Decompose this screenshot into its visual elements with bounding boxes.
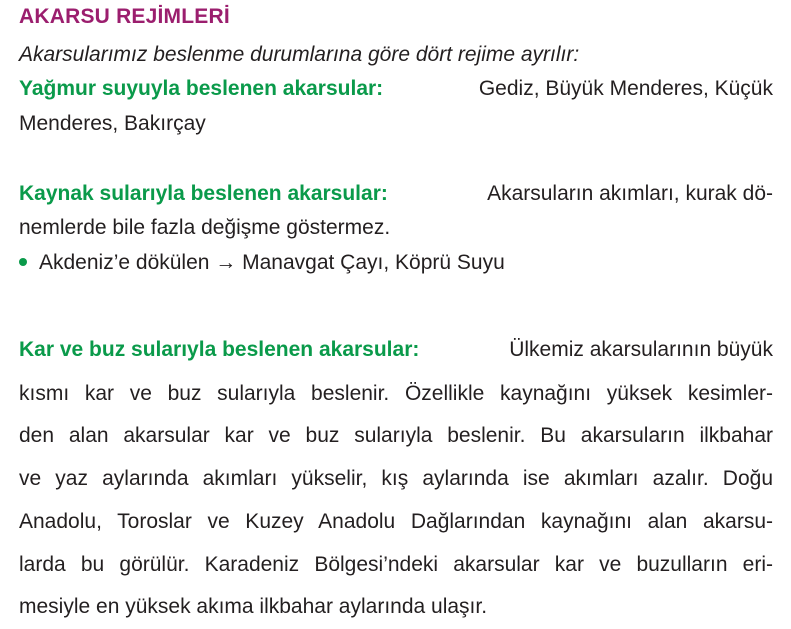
intro-text: Akarsularımız beslenme durumlarına göre dört rejime ayrılır: (19, 43, 580, 66)
snow-text-7: mesiyle en yüksek akıma ilkbahar aylarında ulaşır. (19, 595, 488, 618)
snow-text-2: kısmı kar ve buz sularıyla beslenir. Özellikle kaynağını yüksek kesimler- (19, 382, 773, 405)
spring-heading: Kaynak sularıyla beslenen akarsular: (19, 182, 388, 205)
section-title: AKARSU REJİMLERİ (19, 5, 230, 28)
rain-text-2: Menderes, Bakırçay (19, 112, 206, 135)
rain-heading: Yağmur suyuyla beslenen akarsular: (19, 77, 384, 100)
rain-text-1: Gediz, Büyük Menderes, Küçük (478, 77, 773, 100)
snow-paragraph-line-1 (19, 337, 773, 363)
snow-text-6: larda bu görülür. Karadeniz Bölgesi’ndeki akarsular kar ve buzulların eri- (19, 553, 773, 576)
spring-text-1: Akarsuların akımları, kurak dö- (487, 182, 773, 205)
snow-text-5: Anadolu, Toroslar ve Kuzey Anadolu Dağlarından kaynağını alan akarsu- (19, 510, 773, 533)
snow-heading: Kar ve buz sularıyla beslenen akarsular: (19, 338, 420, 361)
spring-bullet-item (19, 250, 773, 276)
spring-paragraph-line-1 (19, 181, 773, 207)
snow-text-4: ve yaz aylarında akımları yükselir, kış aylarında ise akımları azalır. Doğu (19, 467, 773, 490)
snow-text-1: Ülkemiz akarsularının büyük (509, 338, 773, 361)
spring-text-2: nemlerde bile fazla değişme göstermez. (19, 216, 391, 239)
spring-bullet-text: Akdeniz’e dökülen → Manavgat Çayı, Köprü Suyu (39, 251, 505, 274)
rain-paragraph-line-1 (19, 76, 773, 102)
snow-text-3: den alan akarsular kar ve buz sularıyla beslenir. Bu akarsuların ilkbahar (19, 424, 773, 447)
bullet-icon (19, 258, 27, 266)
